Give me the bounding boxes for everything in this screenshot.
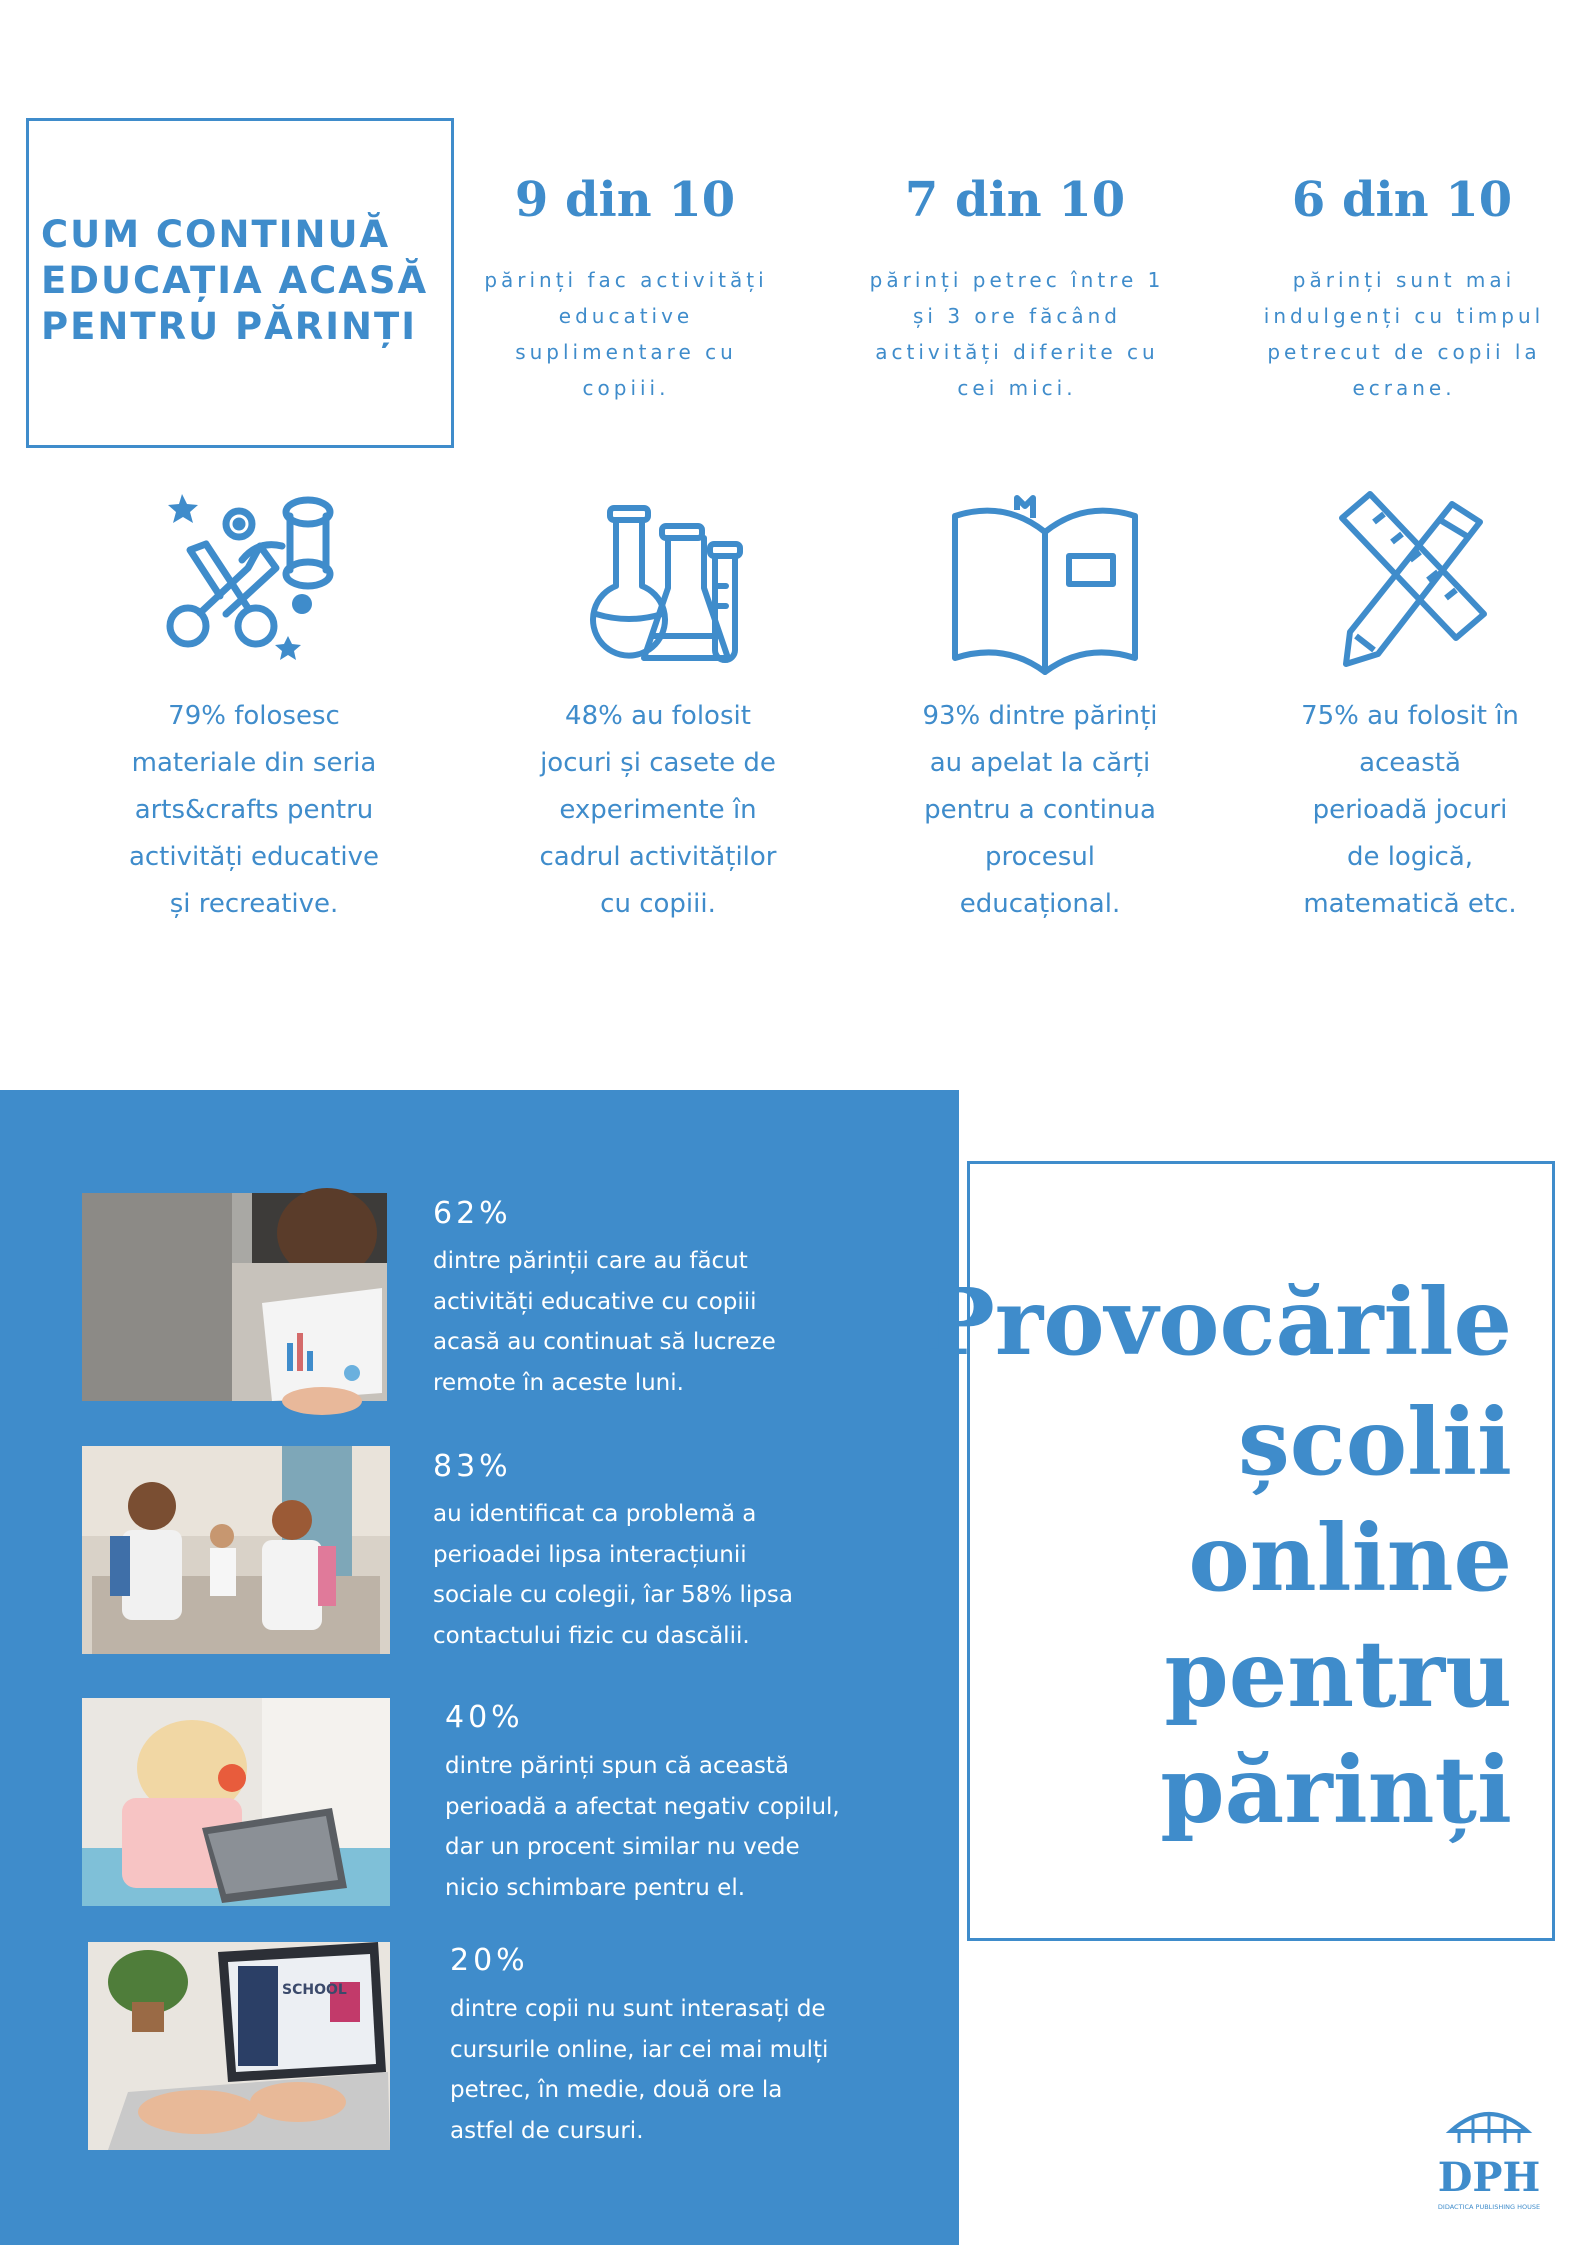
text-line: cei mici. [957, 376, 1077, 400]
headline-line-4: pentru [1164, 1620, 1512, 1728]
top-stat-1 [465, 172, 785, 228]
headline-line-3: online [1188, 1504, 1512, 1612]
text-line: nicio schimbare pentru el. [445, 1874, 746, 1901]
text-line: 75% au folosit în [1301, 701, 1519, 731]
text-line: perioadei lipsa interacțiunii [433, 1541, 747, 1568]
headline-line-2: școlii [1237, 1388, 1512, 1496]
text-line: petrecut de copii la [1267, 340, 1541, 364]
stat-text-62 [433, 1241, 853, 1403]
text-line: activități diferite cu [875, 340, 1159, 364]
logo-caption: DIDACTICA PUBLISHING HOUSE [1437, 2203, 1541, 2211]
stat-ratio: 9 din 10 [514, 172, 736, 228]
text-line: educațional. [959, 889, 1121, 919]
top-stat-2 [855, 172, 1175, 228]
text-line: cadrul activităților [539, 842, 777, 872]
text-line: ecrane. [1352, 376, 1456, 400]
text-line: indulgenți cu timpul [1263, 304, 1545, 328]
stat-percent-83: 83% [433, 1449, 512, 1484]
title-line-1: CUM CONTINUĂ [41, 213, 391, 256]
text-line: perioadă a afectat negativ copilul, [445, 1793, 840, 1820]
top-stat-1-text [476, 262, 776, 406]
title-box [26, 118, 454, 448]
text-line: experimente în [559, 795, 757, 825]
text-line: educative [558, 304, 694, 328]
text-line: contactului fizic cu dascălii. [433, 1622, 750, 1649]
headline-box [925, 1161, 1555, 1941]
percent-stat-2 [518, 693, 798, 928]
text-line: de logică, [1346, 842, 1474, 872]
stat-text-20 [450, 1989, 910, 2151]
text-line: materiale din seria [131, 748, 377, 778]
title-line-3: PENTRU PĂRINȚI [41, 305, 417, 348]
text-line: astfel de cursuri. [450, 2117, 644, 2144]
logo-letters: DPH [1437, 2154, 1541, 2201]
text-line: au identificat ca problemă a [433, 1501, 757, 1527]
text-line: părinți sunt mai [1292, 268, 1516, 292]
text-line: sociale cu colegii, îar 58% lipsa [433, 1582, 793, 1608]
text-line: dintre copii nu sunt interasați de [450, 1996, 826, 2022]
text-line: acasă au continuat să lucreze [433, 1329, 776, 1355]
screen-word: SCHOOL [282, 1982, 347, 1998]
text-line: 93% dintre părinți [922, 701, 1158, 731]
photo-parent-working [82, 1193, 387, 1401]
text-line: au apelat la cărți [929, 748, 1151, 778]
percent-stat-3 [900, 693, 1180, 928]
text-line: 48% au folosit [565, 701, 751, 731]
text-line: 79% folosesc [168, 701, 340, 731]
dph-logo [1437, 2097, 1541, 2222]
text-line: matematică etc. [1303, 889, 1517, 919]
text-line: activități educative [128, 842, 380, 872]
text-line: perioadă jocuri [1312, 795, 1508, 825]
arts-crafts-icon [160, 486, 360, 676]
open-book-icon [945, 486, 1145, 676]
percent-stat-1 [114, 693, 394, 928]
top-stat-3 [1242, 172, 1562, 228]
text-line: petrec, în medie, două ore la [450, 2077, 783, 2103]
stat-text-83 [433, 1494, 853, 1656]
text-line: și recreative. [169, 889, 339, 919]
ruler-pencil-icon [1312, 486, 1512, 676]
headline-line-1: Provocările [925, 1268, 1512, 1376]
text-line: dintre părinții care au făcut [433, 1248, 748, 1274]
text-line: procesul [984, 842, 1096, 872]
text-line: dintre părinți spun că această [445, 1753, 790, 1779]
text-line: arts&crafts pentru [134, 795, 374, 825]
stat-percent-62: 62% [433, 1196, 512, 1231]
text-line: copiii. [582, 376, 670, 400]
title-line-2: EDUCAȚIA ACASĂ [41, 259, 429, 302]
text-line: suplimentare cu [515, 340, 737, 364]
text-line: părinți petrec între 1 [869, 268, 1165, 292]
photo-laptop-online-school [88, 1942, 390, 2150]
text-line: dar un procent similar nu vede [445, 1834, 800, 1860]
laboratory-flasks-icon [570, 486, 770, 676]
text-line: pentru a continua [924, 795, 1156, 825]
photo-girl-laptop [82, 1698, 390, 1906]
text-line: și 3 ore făcând [912, 304, 1122, 328]
text-line: cursurile online, iar cei mai mulți [450, 2036, 829, 2063]
top-stat-2-text [867, 262, 1167, 406]
stat-percent-20: 20% [450, 1943, 529, 1978]
text-line: activități educative cu copiii [433, 1288, 757, 1315]
stat-ratio: 6 din 10 [1291, 172, 1513, 228]
headline-line-5: părinți [1160, 1736, 1512, 1844]
stat-text-40 [445, 1746, 905, 1908]
text-line: remote în aceste luni. [433, 1369, 684, 1396]
top-stat-3-text [1254, 262, 1554, 406]
text-line: jocuri și casete de [540, 748, 776, 778]
photo-children-school [82, 1446, 390, 1654]
text-line: această [1359, 748, 1461, 778]
stat-percent-40: 40% [445, 1700, 524, 1735]
percent-stat-4 [1270, 693, 1550, 928]
text-line: părinți fac activități [484, 268, 768, 292]
stat-ratio: 7 din 10 [904, 172, 1126, 228]
text-line: cu copiii. [600, 889, 716, 919]
